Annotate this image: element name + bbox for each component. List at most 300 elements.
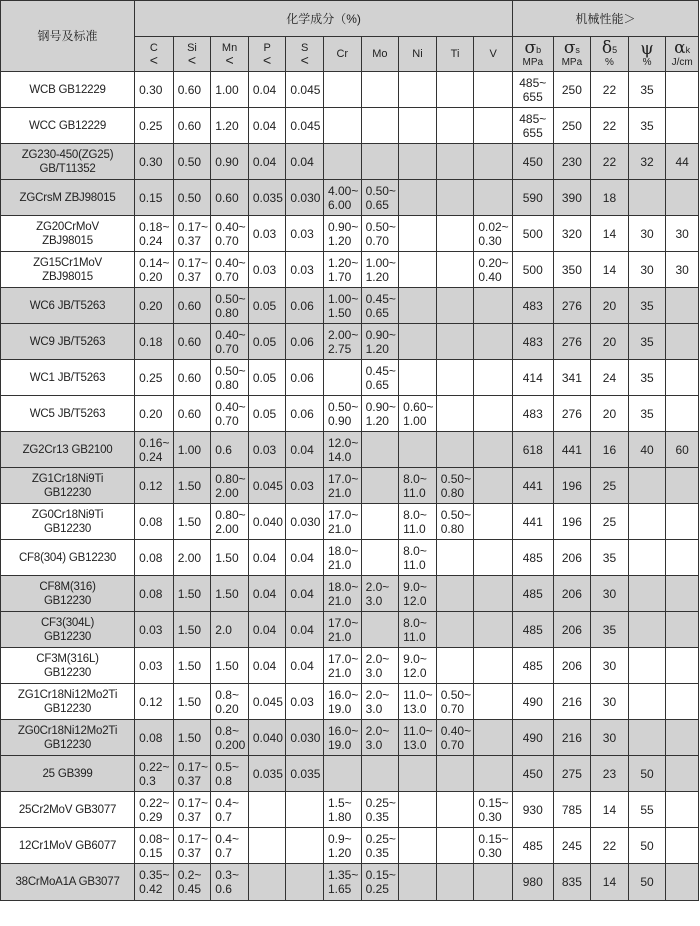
composition-cell: 0.15~ 0.30 [474,792,513,828]
composition-cell [436,144,474,180]
property-cell: 216 [553,720,591,756]
property-cell: 250 [553,72,591,108]
property-cell [666,720,699,756]
table-row [1,648,699,684]
composition-cell [474,108,513,144]
grade-standard-cell: 25Cr2MoV GB3077 [1,792,135,828]
property-cell: 441 [553,432,591,468]
composition-cell: 0.03 [248,432,286,468]
composition-cell [361,504,399,540]
property-cell [666,864,699,901]
table-body [1,72,699,901]
property-cell: 485 [512,612,553,648]
composition-cell: 0.9~ 1.20 [324,828,362,864]
composition-cell: 0.50~ 0.90 [324,396,362,432]
element-symbol: V [489,48,497,60]
grade-standard-cell: ZG20CrMoV ZBJ98015 [1,216,135,252]
property-cell: 22 [591,72,629,108]
composition-cell: 0.60 [173,108,211,144]
property-unit: MPa [561,57,583,68]
composition-cell: 8.0~ 11.0 [399,468,437,504]
composition-cell: 0.20 [135,288,174,324]
composition-cell: 2.0 [211,612,249,648]
composition-cell: 0.18 [135,324,174,360]
composition-cell: 2.0~ 3.0 [361,684,399,720]
element-symbol: C [149,42,158,54]
element-symbol: Mn [221,42,238,54]
property-cell: 618 [512,432,553,468]
composition-cell: 0.40~ 0.70 [211,396,249,432]
property-cell: 35 [628,108,666,144]
composition-cell: 0.50 [173,180,211,216]
property-cell: 450 [512,144,553,180]
property-cell [628,180,666,216]
composition-cell: 0.04 [286,576,324,612]
property-column-header [628,37,666,72]
composition-cell: 0.25 [135,360,174,396]
table-row [1,72,699,108]
grade-standard-cell: 12Cr1MoV GB6077 [1,828,135,864]
composition-cell [474,576,513,612]
composition-cell: 0.60 [173,72,211,108]
grade-standard-cell: 38CrMoA1A GB3077 [1,864,135,901]
composition-cell: 18.0~ 21.0 [324,540,362,576]
property-cell [666,108,699,144]
property-cell [666,288,699,324]
table-row [1,864,699,901]
composition-cell: 2.0~ 3.0 [361,576,399,612]
composition-cell: 0.03 [286,252,324,288]
composition-cell: 0.03 [286,684,324,720]
property-cell: 30 [591,684,629,720]
property-cell: 206 [553,576,591,612]
composition-cell [436,576,474,612]
composition-cell: 0.04 [248,540,286,576]
composition-cell [436,216,474,252]
property-column-header [591,37,629,72]
property-cell: 320 [553,216,591,252]
grade-standard-cell: WC9 JB/T5263 [1,324,135,360]
composition-cell: 0.08 [135,540,174,576]
property-cell: 14 [591,864,629,901]
composition-cell: 0.3~ 0.6 [211,864,249,901]
property-cell [666,612,699,648]
table-row [1,216,699,252]
composition-cell: 0.040 [248,720,286,756]
composition-cell: 4.00~ 6.00 [324,180,362,216]
max-limit-mark: < [300,52,309,68]
composition-cell: 0.04 [286,144,324,180]
table-row [1,756,699,792]
composition-cell: 1.5~ 1.80 [324,792,362,828]
composition-cell [361,540,399,576]
table-row [1,576,699,612]
grade-standard-cell: CF3M(316L) GB12230 [1,648,135,684]
composition-cell: 9.0~ 12.0 [399,576,437,612]
property-cell: 20 [591,396,629,432]
property-cell: 35 [628,360,666,396]
composition-cell: 0.045 [248,684,286,720]
composition-cell: 0.30 [135,72,174,108]
property-cell: 25 [591,468,629,504]
property-cell: 32 [628,144,666,180]
grade-standard-cell: WC1 JB/T5263 [1,360,135,396]
property-symbol: δ [601,38,613,58]
property-subscript: 5 [612,45,618,55]
grade-standard-cell: WC5 JB/T5263 [1,396,135,432]
max-limit-mark: < [149,52,158,68]
composition-cell: 1.00~ 1.20 [361,252,399,288]
property-cell: 485 [512,648,553,684]
composition-cell: 0.04 [286,648,324,684]
composition-cell: 1.50 [211,648,249,684]
property-cell: 485 [512,828,553,864]
grade-standard-cell: CF8(304) GB12230 [1,540,135,576]
composition-cell: 16.0~ 19.0 [324,720,362,756]
property-cell: 30 [666,252,699,288]
property-cell [628,540,666,576]
property-unit: MPa [522,57,544,68]
element-column-header [286,37,324,72]
property-cell [666,540,699,576]
composition-cell: 0.90~ 1.20 [361,396,399,432]
composition-cell: 0.40~ 0.70 [436,720,474,756]
composition-cell: 0.60 [173,324,211,360]
property-cell [628,720,666,756]
composition-cell: 0.25~ 0.35 [361,792,399,828]
composition-cell [324,108,362,144]
composition-cell: 8.0~ 11.0 [399,504,437,540]
composition-cell: 0.25~ 0.35 [361,828,399,864]
table-row [1,144,699,180]
composition-cell: 17.0~ 21.0 [324,612,362,648]
composition-cell: 1.20~ 1.70 [324,252,362,288]
property-cell [666,756,699,792]
composition-cell: 0.030 [286,180,324,216]
composition-cell: 0.045 [286,72,324,108]
composition-cell [474,396,513,432]
element-column-header [474,37,513,72]
property-cell: 350 [553,252,591,288]
composition-cell: 0.80~ 2.00 [211,504,249,540]
composition-cell [361,612,399,648]
composition-cell [436,72,474,108]
composition-cell: 0.4~ 0.7 [211,792,249,828]
property-cell: 835 [553,864,591,901]
composition-cell [474,648,513,684]
property-cell [666,360,699,396]
composition-cell [474,720,513,756]
composition-cell: 1.20 [211,108,249,144]
composition-cell: 0.08 [135,504,174,540]
composition-cell: 0.03 [248,252,286,288]
composition-cell: 1.50 [173,720,211,756]
property-cell [666,504,699,540]
property-cell: 216 [553,684,591,720]
property-cell: 30 [628,252,666,288]
composition-cell: 12.0~ 14.0 [324,432,362,468]
composition-cell: 0.06 [286,360,324,396]
composition-cell: 0.14~ 0.20 [135,252,174,288]
grade-standard-cell: ZG0Cr18Ni9Ti GB12230 [1,504,135,540]
property-cell: 23 [591,756,629,792]
property-cell: 441 [512,504,553,540]
property-cell: 55 [628,792,666,828]
composition-cell: 1.50 [173,612,211,648]
composition-cell [474,504,513,540]
composition-cell: 0.25 [135,108,174,144]
property-symbol: α [674,38,686,58]
property-cell: 441 [512,468,553,504]
property-cell: 276 [553,396,591,432]
composition-cell: 16.0~ 19.0 [324,684,362,720]
grade-standard-cell: ZG15Cr1MoV ZBJ98015 [1,252,135,288]
composition-cell: 0.22~ 0.29 [135,792,174,828]
property-cell: 25 [591,504,629,540]
composition-cell: 0.03 [286,216,324,252]
property-cell: 30 [591,720,629,756]
composition-cell: 1.50 [211,576,249,612]
composition-cell: 0.30 [135,144,174,180]
composition-cell: 0.03 [248,216,286,252]
composition-cell [436,324,474,360]
composition-cell: 0.12 [135,684,174,720]
composition-cell [436,648,474,684]
composition-cell: 0.06 [286,324,324,360]
grade-standard-cell: ZG230-450(ZG25) GB/T11352 [1,144,135,180]
composition-cell [474,612,513,648]
composition-cell: 0.60 [173,288,211,324]
composition-cell: 0.60 [173,360,211,396]
composition-cell: 0.22~ 0.3 [135,756,174,792]
composition-cell: 1.50 [173,468,211,504]
property-cell: 245 [553,828,591,864]
grade-standard-header: 钢号及标准 [1,1,135,72]
composition-cell: 0.12 [135,468,174,504]
composition-cell [399,864,437,901]
property-cell [666,72,699,108]
composition-cell: 0.045 [248,468,286,504]
composition-cell [399,288,437,324]
composition-cell: 0.50~ 0.80 [211,360,249,396]
grade-standard-cell: WC6 JB/T5263 [1,288,135,324]
composition-cell: 0.05 [248,324,286,360]
composition-cell: 0.030 [286,720,324,756]
property-cell: 40 [628,432,666,468]
composition-cell: 0.60 [173,396,211,432]
composition-cell [248,792,286,828]
composition-cell: 1.50 [173,504,211,540]
composition-cell: 2.00 [173,540,211,576]
table-row [1,360,699,396]
element-column-header [324,37,362,72]
property-cell: 500 [512,216,553,252]
composition-cell [324,756,362,792]
composition-cell: 0.20~ 0.40 [474,252,513,288]
composition-cell: 0.04 [286,612,324,648]
table-row [1,180,699,216]
property-cell: 20 [591,324,629,360]
property-cell [628,612,666,648]
table-row [1,720,699,756]
property-cell: 485 [512,540,553,576]
composition-cell: 0.15~ 0.25 [361,864,399,901]
composition-cell [436,756,474,792]
composition-cell: 0.04 [248,108,286,144]
property-cell [628,576,666,612]
grade-standard-cell: ZG1Cr18Ni9Ti GB12230 [1,468,135,504]
composition-cell [436,252,474,288]
composition-cell: 0.50~ 0.80 [211,288,249,324]
composition-cell [399,216,437,252]
property-cell: 35 [591,612,629,648]
composition-cell: 0.50~ 0.65 [361,180,399,216]
table-row [1,828,699,864]
composition-cell: 0.08 [135,720,174,756]
composition-cell: 0.16~ 0.24 [135,432,174,468]
composition-cell: 0.15 [135,180,174,216]
composition-cell: 0.035 [248,180,286,216]
composition-cell: 1.50 [173,684,211,720]
composition-cell: 0.80~ 2.00 [211,468,249,504]
composition-cell: 0.4~ 0.7 [211,828,249,864]
property-cell: 30 [666,216,699,252]
table-row [1,468,699,504]
composition-cell: 0.08 [135,576,174,612]
composition-cell: 0.5~ 0.8 [211,756,249,792]
property-cell: 196 [553,468,591,504]
property-cell: 390 [553,180,591,216]
property-cell: 35 [591,540,629,576]
composition-cell: 0.05 [248,396,286,432]
composition-cell [436,180,474,216]
property-cell: 14 [591,792,629,828]
property-cell: 14 [591,216,629,252]
composition-cell: 0.50 [173,144,211,180]
composition-cell [399,360,437,396]
composition-cell: 0.045 [286,108,324,144]
property-cell [628,504,666,540]
composition-cell [361,756,399,792]
table-row [1,684,699,720]
composition-cell [286,792,324,828]
grade-standard-cell: CF3(304L) GB12230 [1,612,135,648]
composition-cell: 0.50~ 0.70 [361,216,399,252]
composition-cell: 0.60 [211,180,249,216]
composition-cell: 2.0~ 3.0 [361,720,399,756]
property-cell: 490 [512,720,553,756]
property-cell: 930 [512,792,553,828]
composition-cell: 0.50~ 0.70 [436,684,474,720]
table-row [1,108,699,144]
grade-standard-cell: CF8M(316) GB12230 [1,576,135,612]
composition-cell [474,360,513,396]
composition-cell [436,360,474,396]
property-symbol: σ [524,38,537,58]
property-cell: 20 [591,288,629,324]
table-row [1,396,699,432]
table-row [1,288,699,324]
property-cell [666,576,699,612]
composition-cell [399,252,437,288]
composition-cell [474,432,513,468]
property-cell: 490 [512,684,553,720]
property-cell: 500 [512,252,553,288]
composition-cell [474,540,513,576]
table-header [1,1,699,72]
composition-cell: 0.04 [286,432,324,468]
composition-cell: 11.0~ 13.0 [399,684,437,720]
grade-standard-cell: WCB GB12229 [1,72,135,108]
composition-cell [436,828,474,864]
composition-cell: 0.2~ 0.45 [173,864,211,901]
composition-cell [474,324,513,360]
element-column-header [436,37,474,72]
composition-cell: 17.0~ 21.0 [324,468,362,504]
element-column-header [135,37,174,72]
composition-cell [436,396,474,432]
composition-cell: 0.08~ 0.15 [135,828,174,864]
composition-cell: 0.8~ 0.200 [211,720,249,756]
composition-cell [286,864,324,901]
composition-cell: 0.50~ 0.80 [436,504,474,540]
property-cell: 483 [512,324,553,360]
property-cell: 50 [628,864,666,901]
composition-cell: 0.04 [248,144,286,180]
composition-cell: 11.0~ 13.0 [399,720,437,756]
grade-standard-cell: WCC GB12229 [1,108,135,144]
composition-cell: 0.04 [248,72,286,108]
property-subscript: b [536,45,542,55]
max-limit-mark: < [187,52,197,68]
composition-cell: 0.05 [248,288,286,324]
property-cell: 16 [591,432,629,468]
composition-cell: 0.040 [248,504,286,540]
element-column-header [361,37,399,72]
property-cell [666,324,699,360]
grade-standard-cell: ZG0Cr18Ni12Mo2Ti GB12230 [1,720,135,756]
property-cell: 50 [628,756,666,792]
composition-cell: 0.04 [286,540,324,576]
composition-cell: 0.50~ 0.80 [436,468,474,504]
property-cell: 35 [628,324,666,360]
property-cell: 18 [591,180,629,216]
composition-cell [436,432,474,468]
composition-cell: 0.45~ 0.65 [361,360,399,396]
property-cell: 276 [553,288,591,324]
property-cell: 485~ 655 [512,108,553,144]
property-cell: 35 [628,396,666,432]
composition-cell: 0.6 [211,432,249,468]
element-symbol: P [263,42,271,54]
composition-cell: 1.00 [211,72,249,108]
property-cell: 60 [666,432,699,468]
property-cell: 35 [628,288,666,324]
composition-cell: 0.17~ 0.37 [173,216,211,252]
property-cell [666,180,699,216]
composition-cell: 0.03 [135,648,174,684]
chemical-composition-header: 化学成分（%) [135,1,513,37]
property-cell: 450 [512,756,553,792]
composition-cell: 0.04 [248,576,286,612]
element-column-header [173,37,211,72]
element-symbol: Ti [450,48,460,60]
composition-cell [361,432,399,468]
property-cell: 590 [512,180,553,216]
property-cell [628,648,666,684]
composition-cell [474,684,513,720]
property-cell: 14 [591,252,629,288]
